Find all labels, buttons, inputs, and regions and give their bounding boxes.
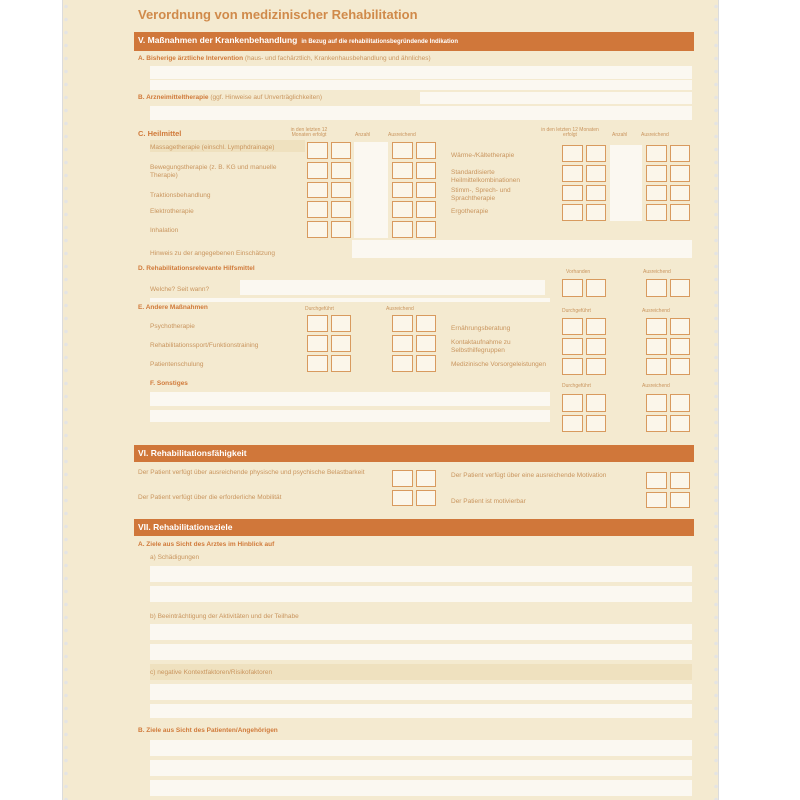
checkbox[interactable] (307, 335, 328, 352)
checkbox[interactable] (562, 165, 583, 182)
e-left-item: Psychotherapie (150, 323, 195, 330)
c-checkbox-grid-left-ok (392, 142, 436, 238)
checkbox[interactable] (646, 165, 667, 182)
checkbox[interactable] (416, 201, 437, 218)
vii-a-label: A. Ziele aus Sicht des Arztes im Hinblick auf (138, 541, 275, 548)
e-right-item: Kontaktaufnahme zu Selbsthilfegruppen (451, 339, 511, 354)
vii-a1-label: a) Schädigungen (150, 554, 200, 561)
c-left-item: Bewegungstherapie (z. B. KG und manuelle Therapie) (150, 164, 277, 180)
checkbox[interactable] (307, 182, 328, 199)
form-title: Verordnung von medizinischer Rehabilitation (138, 7, 418, 22)
vii-a3-field-2[interactable] (150, 704, 692, 718)
checkbox[interactable] (331, 201, 352, 218)
e-right-item: Medizinische Vorsorgeleistungen (451, 361, 547, 368)
vi-checkbox-left (392, 470, 436, 506)
checkbox[interactable] (586, 318, 607, 335)
c-left-item: Elektrotherapie (150, 208, 194, 215)
e-left-item: Patientenschulung (150, 361, 204, 368)
c-right-item: Stimm-, Sprech- und Sprachtherapie (451, 187, 511, 202)
checkbox[interactable] (670, 279, 691, 297)
checkbox[interactable] (670, 472, 691, 489)
checkbox[interactable] (562, 145, 583, 162)
checkbox[interactable] (646, 185, 667, 202)
e-checkbox-right-done (562, 318, 606, 375)
checkbox[interactable] (586, 394, 607, 412)
checkbox[interactable] (562, 415, 583, 433)
vii-b-field-2[interactable] (150, 760, 692, 776)
checkbox[interactable] (586, 358, 607, 375)
checkbox[interactable] (646, 204, 667, 221)
c-right-item: Standardisierte Heilmittelkombinationen (451, 169, 521, 184)
perforation-right (712, 0, 720, 800)
checkbox[interactable] (562, 279, 583, 297)
checkbox[interactable] (670, 415, 691, 433)
c-col-head-ok-left: Ausreichend (388, 132, 416, 138)
checkbox[interactable] (646, 338, 667, 355)
d-col-ok: Ausreichend (643, 269, 671, 275)
checkbox[interactable] (307, 221, 328, 238)
checkbox[interactable] (416, 335, 437, 352)
checkbox[interactable] (392, 355, 413, 372)
f-field-1[interactable] (150, 392, 550, 406)
checkbox[interactable] (562, 204, 583, 221)
perforation-left (62, 0, 70, 800)
vii-a2-label: b) Beeinträchtigung der Aktivitäten und der Teilhabe (150, 613, 299, 620)
checkbox[interactable] (331, 355, 352, 372)
checkbox[interactable] (307, 355, 328, 372)
checkbox[interactable] (586, 185, 607, 202)
vii-b-label: B. Ziele aus Sicht des Patienten/Angehörigen (138, 727, 278, 734)
field-v-a-1[interactable] (150, 66, 692, 79)
c-col-head-done-left: in den letzten 12 Monaten erfolgt (290, 127, 328, 138)
checkbox[interactable] (392, 315, 413, 332)
vi-right-item: Der Patient verfügt über eine ausreichende Motivation (451, 472, 607, 479)
section-v-d-label: D. Rehabilitationsrelevante Hilfsmittel (138, 265, 255, 272)
c-hint-field[interactable] (352, 240, 692, 258)
checkbox[interactable] (331, 162, 352, 179)
c-checkbox-grid-right-ok (646, 145, 690, 221)
checkbox[interactable] (646, 492, 667, 509)
checkbox[interactable] (416, 182, 437, 199)
checkbox[interactable] (392, 221, 413, 238)
checkbox[interactable] (670, 358, 691, 375)
checkbox[interactable] (416, 470, 437, 487)
d-checkbox-ok (646, 279, 690, 297)
section-v-a-label: A. Bisherige ärztliche Intervention (haus- und fachärztlich, Krankenhausbehandlung und ähnliches) (138, 55, 431, 62)
f-checkbox-ok (646, 394, 690, 432)
checkbox[interactable] (331, 182, 352, 199)
checkbox[interactable] (331, 335, 352, 352)
c-left-item: Traktionsbehandlung (150, 192, 211, 199)
checkbox[interactable] (586, 279, 607, 297)
f-col-done: Durchgeführt (562, 383, 591, 389)
d-field-2[interactable] (150, 298, 550, 302)
section-v-c-label: C. Heilmittel (138, 129, 182, 138)
field-v-b-2[interactable] (150, 106, 692, 120)
e-left-item: Rehabilitationssport/Funktionstraining (150, 342, 259, 349)
checkbox[interactable] (646, 394, 667, 412)
checkbox[interactable] (562, 394, 583, 412)
checkbox[interactable] (562, 338, 583, 355)
checkbox[interactable] (646, 279, 667, 297)
d-checkbox-have (562, 279, 606, 297)
vii-b-field-3[interactable] (150, 780, 692, 796)
checkbox[interactable] (586, 415, 607, 433)
f-field-2[interactable] (150, 410, 550, 422)
checkbox[interactable] (586, 204, 607, 221)
vii-a3-field-1[interactable] (150, 684, 692, 700)
c-col-head-ok-right: Ausreichend (641, 132, 669, 138)
field-v-b-1[interactable] (420, 92, 692, 104)
checkbox[interactable] (416, 490, 437, 507)
d-col-have: Vorhanden (566, 269, 591, 275)
checkbox[interactable] (392, 142, 413, 159)
vi-left-item: Der Patient verfügt über die erforderliche Mobilität (138, 494, 282, 501)
checkbox[interactable] (646, 145, 667, 162)
e-checkbox-right-ok (646, 318, 690, 375)
checkbox[interactable] (307, 201, 328, 218)
checkbox[interactable] (392, 182, 413, 199)
vii-a2-field-2[interactable] (150, 644, 692, 660)
vii-a1-field-2[interactable] (150, 586, 692, 602)
checkbox[interactable] (670, 318, 691, 335)
section-vi-header: VI. Rehabilitationsfähigkeit (134, 445, 694, 462)
section-v-b-label: B. Arzneimitteltherapie (ggf. Hinweise auf Unverträglichkeiten) (138, 94, 323, 101)
checkbox[interactable] (646, 415, 667, 433)
c-checkbox-grid-left-done (307, 142, 351, 238)
checkbox[interactable] (562, 185, 583, 202)
checkbox[interactable] (416, 221, 437, 238)
checkbox[interactable] (670, 394, 691, 412)
c-left-item: Massagetherapie (einschl. Lymphdrainage) (150, 144, 275, 151)
checkbox[interactable] (646, 358, 667, 375)
e-col-ok-left: Ausreichend (386, 306, 414, 312)
checkbox[interactable] (670, 185, 691, 202)
checkbox[interactable] (670, 165, 691, 182)
section-v-f-label: F. Sonstiges (150, 380, 188, 387)
f-col-ok: Ausreichend (642, 383, 670, 389)
c-count-left[interactable] (354, 142, 388, 238)
checkbox[interactable] (670, 338, 691, 355)
vi-right-item: Der Patient ist motivierbar (451, 498, 526, 505)
section-v-header: V. Maßnahmen der Krankenbehandlung in Bezug auf die rehabilitationsbegründende Indikation (134, 32, 694, 51)
d-field-1[interactable] (240, 280, 545, 295)
e-right-item: Ernährungsberatung (451, 325, 511, 332)
e-col-ok-right: Ausreichend (642, 308, 670, 314)
checkbox[interactable] (646, 472, 667, 489)
checkbox[interactable] (586, 338, 607, 355)
section-v-e-label: E. Andere Maßnahmen (138, 304, 208, 311)
c-checkbox-grid-right-done (562, 145, 606, 221)
c-hint-label: Hinweis zu der angegebenen Einschätzung (150, 250, 276, 257)
checkbox[interactable] (392, 335, 413, 352)
vii-a2-field-1[interactable] (150, 624, 692, 640)
vii-a3-label: c) negative Kontextfaktoren/Risikofaktoren (150, 669, 273, 676)
checkbox[interactable] (307, 315, 328, 332)
vi-checkbox-right (646, 472, 690, 508)
checkbox[interactable] (392, 162, 413, 179)
checkbox[interactable] (416, 162, 437, 179)
checkbox[interactable] (646, 318, 667, 335)
checkbox[interactable] (670, 492, 691, 509)
checkbox[interactable] (331, 315, 352, 332)
checkbox[interactable] (331, 221, 352, 238)
e-checkbox-left-done (307, 315, 351, 372)
checkbox[interactable] (562, 318, 583, 335)
vi-left-item: Der Patient verfügt über ausreichende physische und psychische Belastbarkeit (138, 469, 365, 476)
checkbox[interactable] (307, 162, 328, 179)
checkbox[interactable] (392, 470, 413, 487)
field-v-a-2[interactable] (150, 80, 692, 90)
vii-b-field-1[interactable] (150, 740, 692, 756)
c-right-item: Ergotherapie (451, 208, 489, 215)
checkbox[interactable] (416, 142, 437, 159)
c-left-item: Inhalation (150, 227, 179, 234)
checkbox[interactable] (331, 142, 352, 159)
e-col-done-left: Durchgeführt (305, 306, 334, 312)
checkbox[interactable] (670, 145, 691, 162)
checkbox[interactable] (562, 358, 583, 375)
checkbox[interactable] (416, 315, 437, 332)
d-question: Welche? Seit wann? (150, 286, 210, 293)
e-col-done-right: Durchgeführt (562, 308, 591, 314)
c-col-head-count-left: Anzahl (355, 132, 371, 138)
checkbox[interactable] (670, 204, 691, 221)
vii-a1-field-1[interactable] (150, 566, 692, 582)
c-count-right[interactable] (610, 145, 642, 221)
c-col-head-done-right: in den letzten 12 Monaten erfolgt (541, 127, 599, 138)
checkbox[interactable] (586, 145, 607, 162)
checkbox[interactable] (416, 355, 437, 372)
section-vii-header: VII. Rehabilitationsziele (134, 519, 694, 536)
checkbox[interactable] (586, 165, 607, 182)
checkbox[interactable] (392, 201, 413, 218)
f-checkbox-done (562, 394, 606, 432)
e-checkbox-left-ok (392, 315, 436, 372)
checkbox[interactable] (392, 490, 413, 507)
c-col-head-count-right: Anzahl (612, 132, 628, 138)
c-right-item: Wärme-/Kältetherapie (451, 152, 515, 159)
checkbox[interactable] (307, 142, 328, 159)
